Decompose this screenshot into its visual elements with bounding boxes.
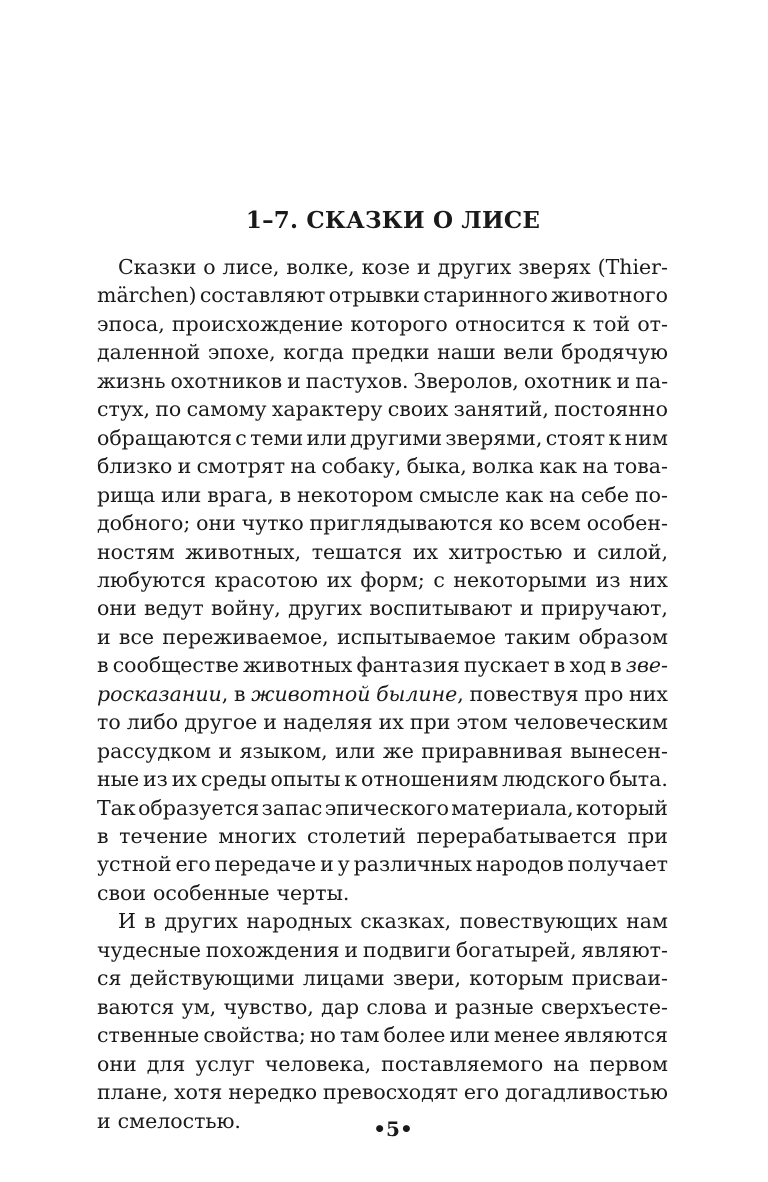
- book-page: [97, 0, 668, 1182]
- text-line: ностям животных, тешатся их хитростью и силой,: [97, 539, 668, 564]
- chapter-title: 1–7. СКАЗКИ О ЛИСЕ: [245, 207, 541, 234]
- text-line: стух, по самому характеру своих занятий, постоянно: [97, 397, 668, 422]
- text-line: близко и смотрят на собаку, быка, волка как на това-: [97, 454, 668, 479]
- text-line: ваются ум, чувство, дар слова и разные сверхъесте-: [97, 994, 668, 1019]
- text-line: то либо другое и наделяя их при этом человеческим: [97, 710, 668, 735]
- text-line: и все переживаемое, испытываемое таким образом: [97, 624, 668, 649]
- text-line: в течение многих столетий перерабатывается при: [97, 824, 668, 848]
- text-line: добного; они чутко приглядываются ко всем особен-: [97, 511, 668, 536]
- text-line: ственные свойства; но там более или менее являются: [97, 1023, 668, 1048]
- text-line: Так образуется запас эпического материала, который: [97, 795, 668, 820]
- text-line: любуются красотою их форм; с некоторыми из них: [97, 567, 668, 592]
- text-line: ные из их среды опыты к отношениям людского быта.: [97, 767, 668, 792]
- text-line: ся действующими лицами звери, которым присваи-: [97, 966, 668, 991]
- text-line: обращаются с теми или другими зверями, стоят к ним: [97, 425, 668, 450]
- text-line: росказании, в животной былине, повествуя про них: [97, 681, 668, 706]
- text-line: они ведут войну, других воспитывают и приручают,: [97, 596, 668, 621]
- text-line: даленной эпохе, когда предки наши вели бродячую: [97, 340, 668, 365]
- text-line: они для услуг человека, поставляемого на первом: [97, 1051, 668, 1076]
- text-line: устной его передаче и у различных народов получает: [97, 852, 668, 877]
- text-line: свои особенные черты.: [97, 880, 350, 905]
- text-line: И в других народных сказках, повествующих нам: [118, 909, 668, 934]
- text-line: жизнь охотников и пастухов. Зверолов, охотник и па-: [97, 368, 668, 393]
- text-line: Сказки о лисе, волке, козе и других зверях (Thier-: [118, 255, 668, 279]
- text-line: в сообществе животных фантазия пускает в ход в зве-: [97, 653, 668, 678]
- text-line: плане, хотя нередко превосходят его догадливостью: [97, 1080, 668, 1105]
- page-number: •5•: [373, 1117, 413, 1141]
- text-line: и смелостью.: [97, 1108, 241, 1133]
- text-line: чудесные похождения и подвиги богатырей, являют-: [97, 937, 668, 962]
- text-line: рища или врага, в некотором смысле как на себе по-: [97, 482, 668, 507]
- text-line: рассудком и языком, или же приравнивая вынесен-: [97, 738, 668, 763]
- text-line: эпоса, происхождение которого относится к той от-: [97, 311, 668, 336]
- text-line: märchen) составляют отрывки старинного животного: [97, 283, 668, 308]
